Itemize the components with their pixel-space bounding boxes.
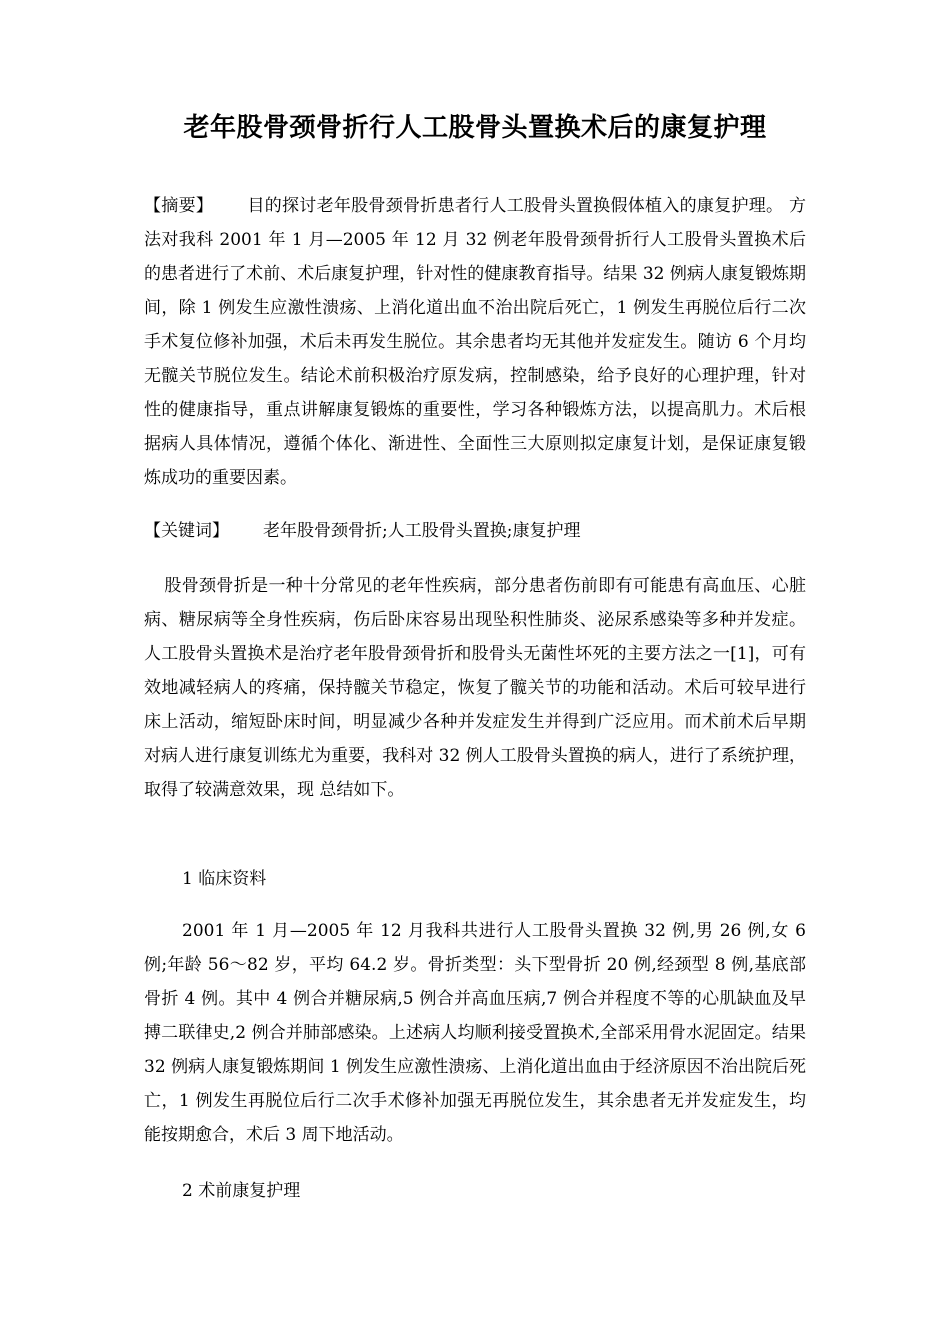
abstract-paragraph <box>144 189 806 495</box>
section-heading-clinical-data <box>144 862 806 896</box>
keywords-label: 【关键词】 <box>144 521 229 541</box>
clinical-data-text: 2001 年 1 月—2005 年 12 月我科共进行人工股骨头置换 32 例,男 26 例,女 6 例;年龄 56～82 岁，平均 64.2 岁。骨折类型：头下型骨折 20 例,经颈型 8 例,基底部骨折 4 例。其中 4 例合并糖尿病,5 例合并高血压病,7 例合并程度不等的心肌缺血及早搏二联律史,2 例合并肺部感染。上述病人均顺利接受置换术,全部采用骨水泥固定。结果 32 例病人康复锻炼期间 1 例发生应激性溃疡、上消化道出血由于经济原因不治出院后死亡，1 例发生再脱位后行二次手术修补加强无再脱位发生，其余患者无并发症发生，均能按期愈合，术后 3 周下地活动。 <box>144 921 806 1145</box>
section-heading-text: 1 临床资料 <box>182 869 267 889</box>
abstract-label: 【摘要】 <box>144 196 214 216</box>
document-title: 老年股骨颈骨折行人工股骨头置换术后的康复护理 <box>183 113 767 143</box>
intro-paragraph <box>144 569 806 807</box>
keywords-paragraph <box>144 514 806 548</box>
section-heading-preop-nursing <box>144 1174 806 1208</box>
clinical-data-paragraph <box>144 914 806 1152</box>
section-heading-text: 2 术前康复护理 <box>182 1181 301 1201</box>
intro-text: 股骨颈骨折是一种十分常见的老年性疾病，部分患者伤前即有可能患有高血压、心脏病、糖尿病等全身性疾病，伤后卧床容易出现坠积性肺炎、泌尿系感染等多种并发症。人工股骨头置换术是治疗老年股骨颈骨折和股骨头无菌性坏死的主要方法之一[1]，可有效地减轻病人的疼痛，保持髋关节稳定，恢复了髋关节的功能和活动。术后可较早进行床上活动，缩短卧床时间，明显减少各种并发症发生并得到广泛应用。而术前术后早期对病人进行康复训练尤为重要，我科对 32 例人工股骨头置换的病人，进行了系统护理，取得了较满意效果，现 总结如下。 <box>144 576 806 800</box>
keywords-text: 老年股骨颈骨折;人工股骨头置换;康复护理 <box>263 521 581 541</box>
abstract-text: 目的探讨老年股骨颈骨折患者行人工股骨头置换假体植入的康复护理。 方法对我科 2001 年 1 月—2005 年 12 月 32 例老年股骨颈骨折行人工股骨头置换术后的患者进行了术前、术后康复护理，针对性的健康教育指导。结果 32 例病人康复锻炼期间，除 1 例发生应激性溃疡、上消化道出血不治出院后死亡，1 例发生再脱位后行二次手术复位修补加强，术后未再发生脱位。其余患者均无其他并发症发生。随访 6 个月均无髋关节脱位发生。结论术前积极治疗原发病，控制感染，给予良好的心理护理，针对性的健康指导，重点讲解康复锻炼的重要性，学习各种锻炼方法，以提高肌力。术后根据病人具体情况，遵循个体化、渐进性、全面性三大原则拟定康复计划，是保证康复锻炼成功的重要因素。 <box>144 196 807 488</box>
